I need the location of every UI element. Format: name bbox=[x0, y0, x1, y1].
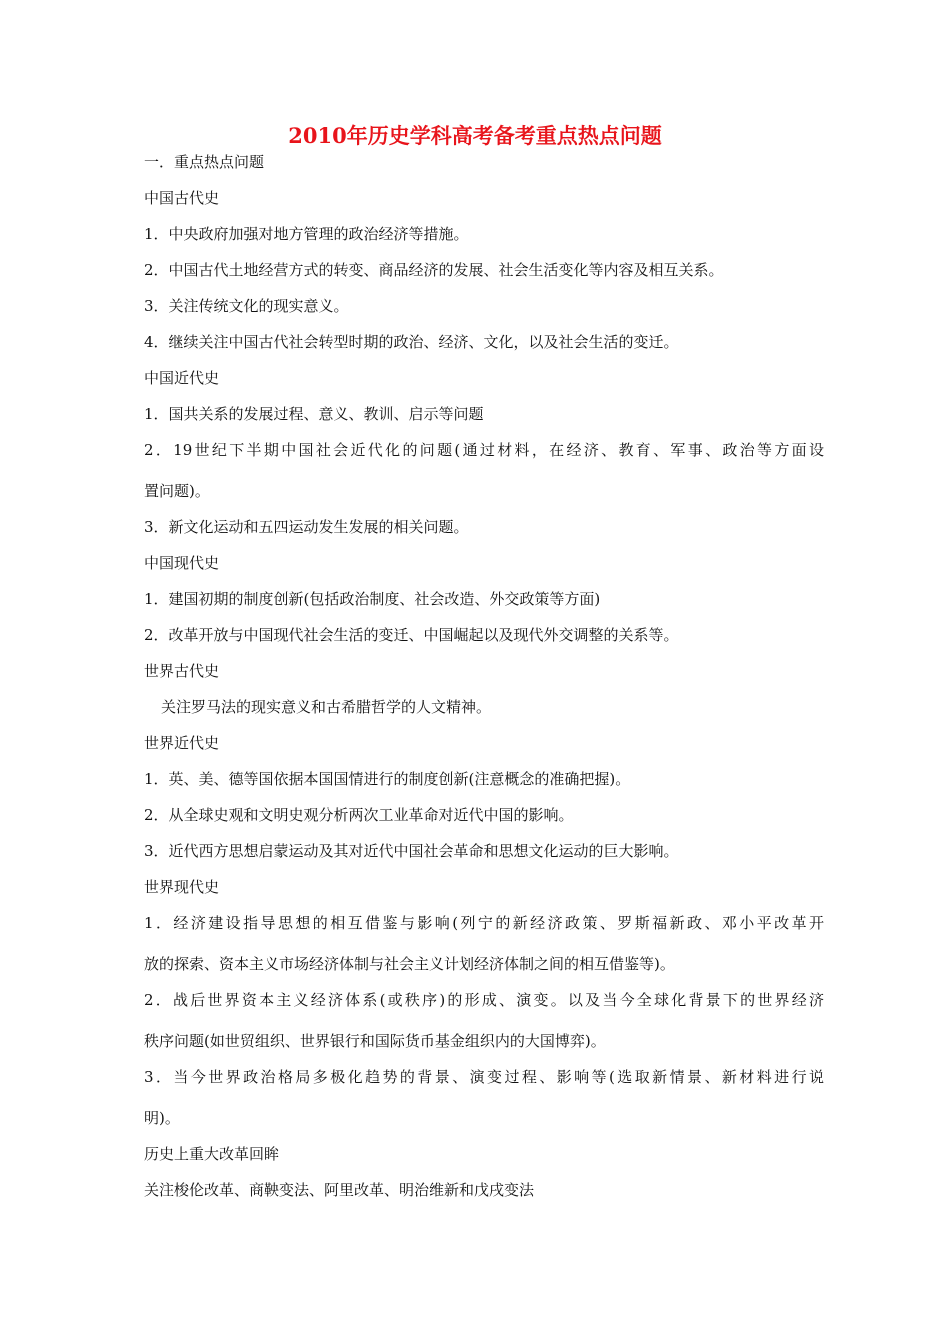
paragraph: 关注梭伦改革、商鞅变法、阿里改革、明治维新和戊戌变法 bbox=[144, 1181, 535, 1199]
paragraph: 关注罗马法的现实意义和古希腊哲学的人文精神。 bbox=[161, 698, 492, 716]
list-item: 1．建国初期的制度创新(包括政治制度、社会改造、外交政策等方面) bbox=[144, 590, 601, 608]
list-item: 2．19世纪下半期中国社会近代化的问题(通过材料，在经济、教育、军事、政治等方面设 bbox=[144, 441, 824, 459]
list-item: 2．改革开放与中国现代社会生活的变迁、中国崛起以及现代外交调整的关系等。 bbox=[144, 626, 679, 644]
list-item-continuation: 放的探索、资本主义市场经济体制与社会主义计划经济体制之间的相互借鉴等)。 bbox=[144, 955, 675, 973]
section-heading: 一．重点热点问题 bbox=[144, 153, 265, 171]
list-item: 3．当今世界政治格局多极化趋势的背景、演变过程、影响等(选取新情景、新材料进行说 bbox=[144, 1068, 824, 1086]
list-item: 2．战后世界资本主义经济体系(或秩序)的形成、演变。以及当今全球化背景下的世界经济 bbox=[144, 991, 824, 1009]
list-item: 2．从全球史观和文明史观分析两次工业革命对近代中国的影响。 bbox=[144, 806, 574, 824]
list-item: 3．新文化运动和五四运动发生发展的相关问题。 bbox=[144, 518, 469, 536]
subsection-heading: 中国近代史 bbox=[144, 369, 220, 387]
list-item-continuation: 明)。 bbox=[144, 1109, 180, 1127]
list-item-continuation: 置问题)。 bbox=[144, 482, 210, 500]
list-item: 4．继续关注中国古代社会转型时期的政治、经济、文化，以及社会生活的变迁。 bbox=[144, 333, 679, 351]
document-body bbox=[144, 147, 824, 1200]
subsection-heading: 历史上重大改革回眸 bbox=[144, 1145, 280, 1163]
subsection-heading: 世界现代史 bbox=[144, 878, 220, 896]
subsection-heading: 世界古代史 bbox=[144, 662, 220, 680]
subsection-heading: 世界近代史 bbox=[144, 734, 220, 752]
list-item: 3．关注传统文化的现实意义。 bbox=[144, 297, 349, 315]
list-item: 2．中国古代土地经营方式的转变、商品经济的发展、社会生活变化等内容及相互关系。 bbox=[144, 261, 724, 279]
document-title: 2010年历史学科高考备考重点热点问题 bbox=[288, 123, 662, 148]
subsection-heading: 中国现代史 bbox=[144, 554, 220, 572]
list-item: 1．国共关系的发展过程、意义、教训、启示等问题 bbox=[144, 405, 484, 423]
list-item: 1．经济建设指导思想的相互借鉴与影响(列宁的新经济政策、罗斯福新政、邓小平改革开 bbox=[144, 914, 824, 932]
list-item-continuation: 秩序问题(如世贸组织、世界银行和国际货币基金组织内的大国博弈)。 bbox=[144, 1032, 606, 1050]
list-item: 1．英、美、德等国依据本国国情进行的制度创新(注意概念的准确把握)。 bbox=[144, 770, 631, 788]
subsection-heading: 中国古代史 bbox=[144, 189, 220, 207]
list-item: 3．近代西方思想启蒙运动及其对近代中国社会革命和思想文化运动的巨大影响。 bbox=[144, 842, 679, 860]
list-item: 1．中央政府加强对地方管理的政治经济等措施。 bbox=[144, 225, 469, 243]
